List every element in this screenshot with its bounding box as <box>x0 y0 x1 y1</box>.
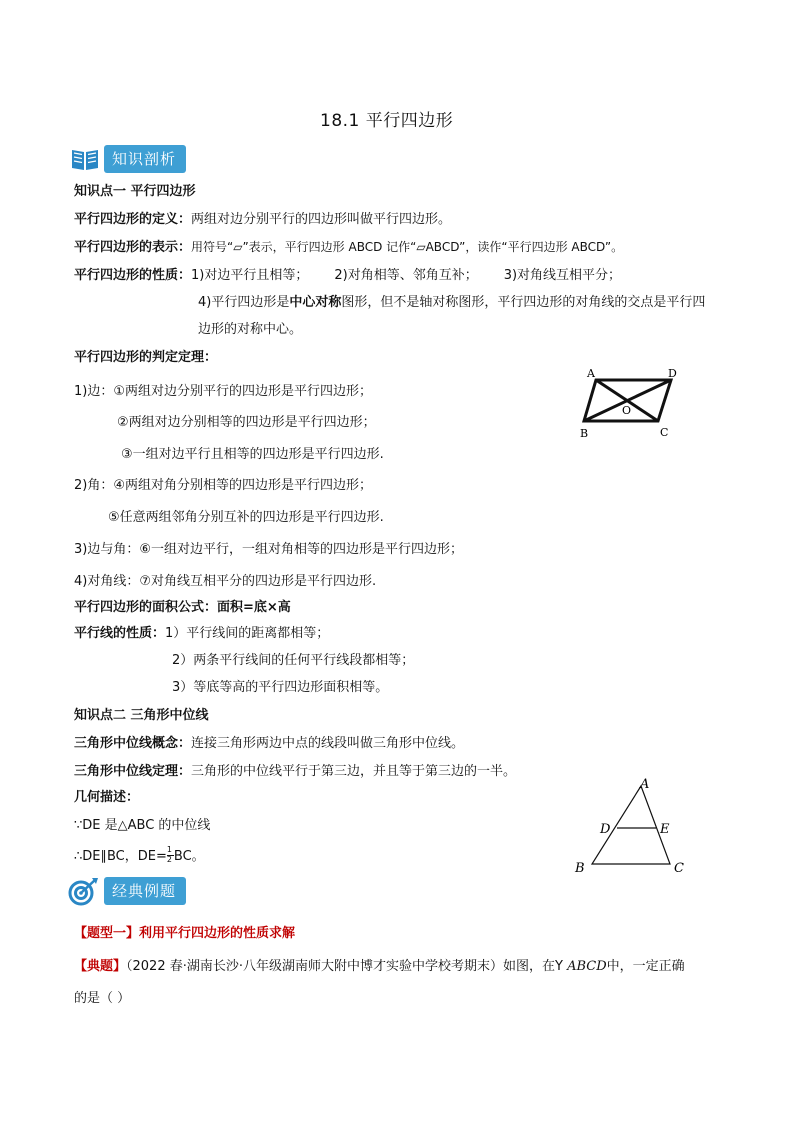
label-a: A <box>587 367 595 380</box>
section-label: 知识剖析 <box>104 145 186 173</box>
geometric-given: ∵DE 是△ABC 的中位线 <box>74 818 211 833</box>
notation-text: 用符号“▱”表示，平行四边形 ABCD 记作“▱ABCD”，读作“平行四边形 ABCD”。 <box>191 240 624 254</box>
page-title: 18.1 平行四边形 <box>320 111 454 131</box>
midline-concept-line <box>74 732 464 751</box>
definition-line <box>74 208 451 227</box>
example-line: 【典题】（2022 春·湖南长沙·八年级湖南师大附中博才实验中学校考期末）如图，在Y ABCD中，一定正确 <box>74 959 685 974</box>
geometric-conclusion: ∴DE∥BC，DE= $\frac{1}{2}$ BC。 <box>74 845 205 864</box>
fraction-one-half: $\frac{1}{2}$ <box>166 845 172 864</box>
definition-text: 两组对边分别平行的四边形叫做平行四边形。 <box>191 212 452 227</box>
label-b: B <box>575 861 585 876</box>
abcd-italic: ABCD <box>567 959 607 974</box>
property-4-cont: 边形的对称中心。 <box>198 322 303 337</box>
label-b: B <box>580 427 589 440</box>
notation-label: 平行四边形的表示： <box>74 240 192 255</box>
label-c: C <box>660 426 669 439</box>
central-symmetry-term: 中心对称 <box>289 295 342 310</box>
properties-label: 平行四边形的性质： <box>74 268 192 283</box>
definition-label: 平行四边形的定义： <box>74 212 192 227</box>
parallel-prop-2: 2）两条平行线间的任何平行线段都相等； <box>172 653 415 668</box>
label-a: A <box>640 777 650 792</box>
triangle-midline-figure <box>572 774 692 878</box>
notation-line <box>74 236 623 255</box>
book-icon <box>70 146 100 172</box>
criterion-1: 1)边：①两组对边分别平行的四边形是平行四边形； <box>74 384 372 399</box>
midline-theorem-line <box>74 760 516 779</box>
properties-line <box>74 264 621 283</box>
label-d: D <box>600 822 611 837</box>
criterion-4: 2)角：④两组对角分别相等的四边形是平行四边形； <box>74 478 372 493</box>
parallelogram-figure <box>574 362 684 442</box>
property-2: 2)对角相等、邻角互补； <box>334 268 478 283</box>
criterion-2: ②两组对边分别相等的四边形是平行四边形； <box>117 415 376 430</box>
midline-concept-label: 三角形中位线概念： <box>74 736 192 751</box>
property-4: 4)平行四边形是中心对称图形，但不是轴对称图形，平行四边形的对角线的交点是平行四 <box>198 295 706 310</box>
label-d: D <box>668 367 677 380</box>
parallel-label: 平行线的性质： <box>74 626 166 641</box>
parallel-line-1 <box>74 622 329 641</box>
geometric-description-label: 几何描述： <box>74 790 140 805</box>
criterion-7: 4)对角线：⑦对角线互相平分的四边形是平行四边形. <box>74 574 377 589</box>
criterion-5: ⑤任意两组邻角分别互补的四边形是平行四边形. <box>108 510 384 525</box>
midline-theorem-label: 三角形中位线定理： <box>74 764 192 779</box>
area-formula: 平行四边形的面积公式：面积=底×高 <box>74 600 291 615</box>
kp2-heading: 知识点二 三角形中位线 <box>74 708 209 723</box>
parallel-prop-1: 1）平行线间的距离都相等； <box>165 626 330 641</box>
property-3: 3)对角线互相平分； <box>503 268 622 283</box>
example-source: （2022 春·湖南长沙·八年级湖南师大附中博才实验中学校考期末） <box>126 959 503 974</box>
section-banner-knowledge <box>70 145 186 173</box>
criterion-3: ③一组对边平行且相等的四边形是平行四边形. <box>121 447 384 462</box>
midline-theorem-text: 三角形的中位线平行于第三边，并且等于第三边的一半。 <box>191 764 517 779</box>
target-icon <box>68 876 100 906</box>
label-e: E <box>660 822 670 837</box>
criteria-label: 平行四边形的判定定理： <box>74 350 218 365</box>
parallel-prop-3: 3）等底等高的平行四边形面积相等。 <box>172 680 389 695</box>
section-banner-examples <box>68 876 186 906</box>
parallelogram-symbol: Y <box>555 959 563 974</box>
example-line-2: 的是（ ） <box>74 991 131 1006</box>
section-label: 经典例题 <box>104 877 186 905</box>
label-c: C <box>674 861 684 876</box>
criterion-6: 3)边与角：⑥一组对边平行，一组对角相等的四边形是平行四边形； <box>74 542 463 557</box>
kp1-heading: 知识点一 平行四边形 <box>74 184 196 199</box>
property-1: 1)对边平行且相等； <box>191 268 309 283</box>
label-o: O <box>622 404 632 417</box>
example-tag: 【典题】 <box>74 959 127 974</box>
question-type-1: 【题型一】利用平行四边形的性质求解 <box>74 926 296 941</box>
midline-concept-text: 连接三角形两边中点的线段叫做三角形中位线。 <box>191 736 465 751</box>
